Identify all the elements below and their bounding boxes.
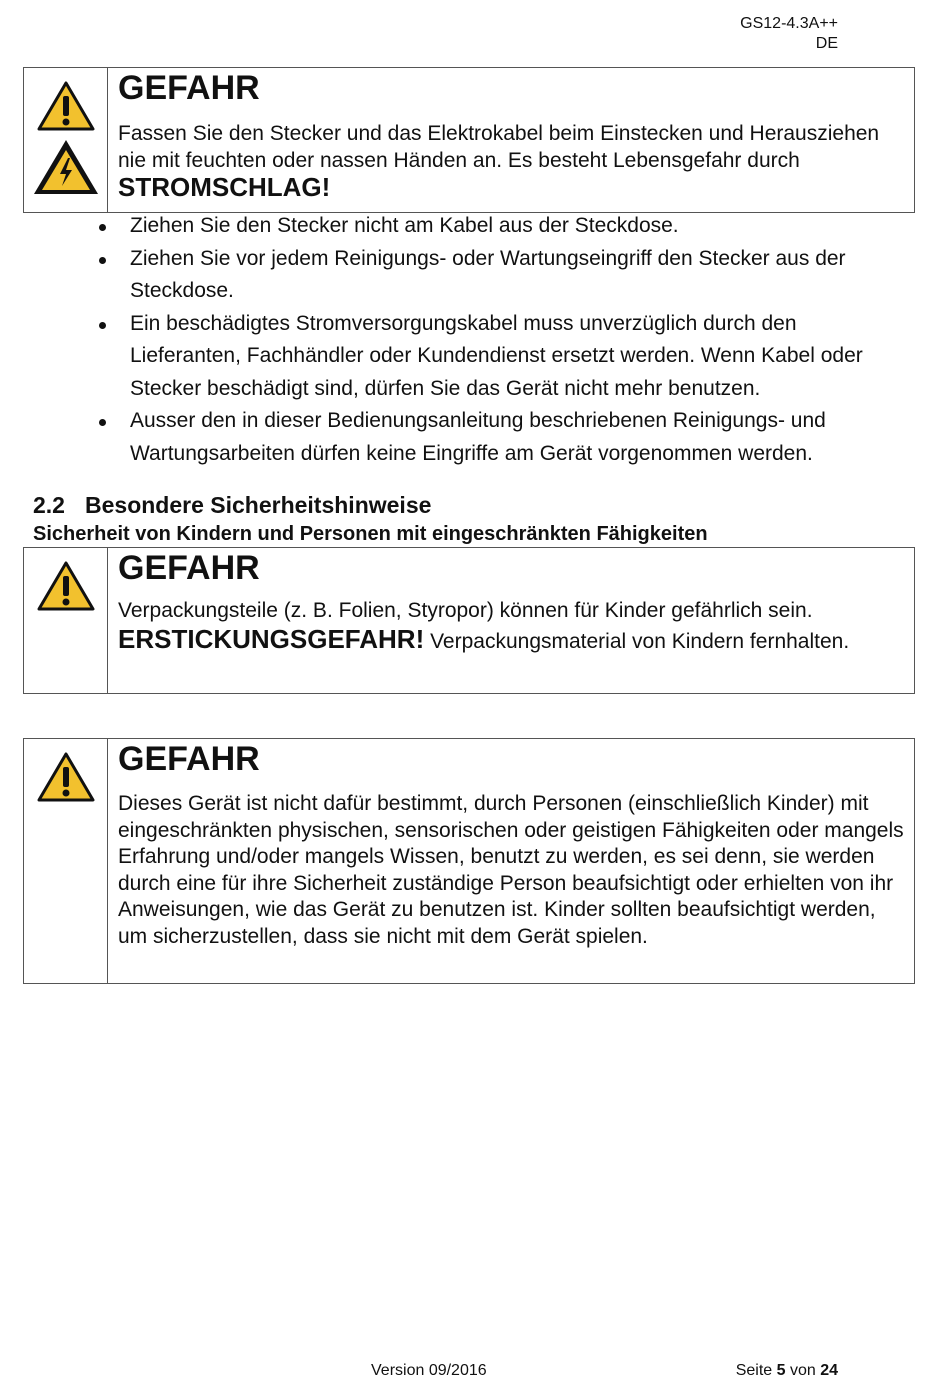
warning-title: GEFAHR <box>118 69 260 107</box>
warning-triangle-icon <box>36 80 96 132</box>
warning-emphasis: ERSTICKUNGSGEFAHR! <box>118 624 425 654</box>
footer-version: Version 09/2016 <box>371 1362 487 1379</box>
warning-text: Verpackungsteile (z. B. Folien, Styropor) können für Kinder gefährlich sein. ERSTICKUNGSGEFAHR! Verpackungsmaterial von Kindern fernhalten. <box>118 599 850 654</box>
list-item: Ziehen Sie vor jedem Reinigungs- oder Wartungseingriff den Stecker aus der Steckdose. <box>96 243 906 308</box>
list-item: Ziehen Sie den Stecker nicht am Kabel aus der Steckdose. <box>96 210 906 243</box>
safety-bullet-list <box>96 210 906 470</box>
warning-box-suffocation <box>23 547 915 694</box>
warning-icons <box>24 739 108 983</box>
list-item: Ausser den in dieser Bedienungsanleitung beschriebenen Reinigungs- und Wartungsarbeiten dürfen keine Eingriffe am Gerät vorgenommen werden. <box>96 405 906 470</box>
warning-title: GEFAHR <box>118 740 260 778</box>
section-number: 2.2 <box>33 492 65 518</box>
warning-box-supervision <box>23 738 915 984</box>
model-number: GS12-4.3A++ <box>740 15 838 32</box>
warning-icons <box>24 68 108 212</box>
warning-title: GEFAHR <box>118 549 260 587</box>
list-item: Ein beschädigtes Stromversorgungskabel muss unverzüglich durch den Lieferanten, Fachhändler oder Kundendienst ersetzt werden. Wenn Kabel oder Stecker beschädigt sind, dürfen Sie das Gerät nicht mehr benutzen. <box>96 308 906 406</box>
footer-page-number: Seite 5 von 24 <box>735 1362 838 1379</box>
document-header <box>740 14 838 54</box>
warning-box-electric <box>23 67 915 213</box>
section-heading <box>33 490 431 520</box>
warning-text: Dieses Gerät ist nicht dafür bestimmt, durch Personen (einschließlich Kinder) mit eingeschränkten physischen, sensorischen oder geistigen Fähigkeiten oder mangels Erfahrung und/oder mangels Wissen, benutzt zu werden, es sei denn, sie werden durch eine für ihre Sicherheit zuständige Person beaufsichtigt oder erhielten von ihr Anweisungen, wie das Gerät zu benutzen ist. Kinder sollten beaufsichtigt werden, um sicherzustellen, dass sie nicht mit dem Gerät spielen. <box>118 792 904 948</box>
warning-text: Fassen Sie den Stecker und das Elektrokabel beim Einstecken und Herausziehen nie mit feuchten oder nassen Händen an. Es besteht Lebensgefahr durch STROMSCHLAG! <box>118 122 880 202</box>
language-code: DE <box>815 35 838 52</box>
warning-triangle-icon <box>36 560 96 612</box>
high-voltage-icon <box>32 138 100 196</box>
warning-icons <box>24 548 108 693</box>
warning-triangle-icon <box>36 751 96 803</box>
section-subtitle: Sicherheit von Kindern und Personen mit eingeschränkten Fähigkeiten <box>33 523 708 545</box>
section-title: Besondere Sicherheitshinweise <box>85 492 432 518</box>
warning-emphasis: STROMSCHLAG! <box>118 172 331 202</box>
